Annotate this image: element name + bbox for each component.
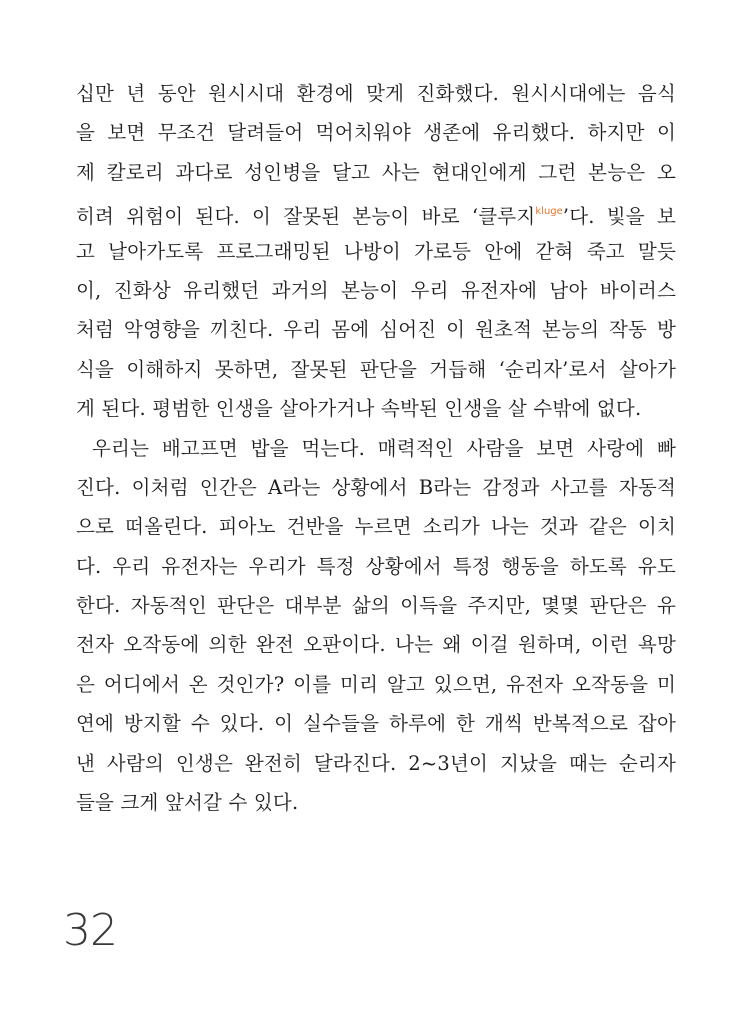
text-line: 한다. 자동적인 판단은 대부분 삶의 이득을 주지만, 몇몇 판단은 유 <box>76 594 676 618</box>
text-line: 낸 사람의 인생은 완전히 달라진다. 2~3년이 지났을 때는 순리자 <box>76 751 676 775</box>
text-line: 십만 년 동안 원시시대 환경에 맞게 진화했다. 원시시대에는 음식 <box>76 82 676 105</box>
body-text <box>76 74 676 822</box>
text-line: 고 날아가도록 프로그래밍된 나방이 가로등 안에 갇혀 죽고 말듯 <box>76 239 676 263</box>
text-line: 이, 진화상 유리했던 과거의 본능이 우리 유전자에 남아 바이러스 <box>76 278 676 302</box>
text-line: 처럼 악영향을 끼친다. 우리 몸에 심어진 이 원초적 본능의 작동 방 <box>76 318 676 342</box>
text-line: 진다. 이처럼 인간은 A라는 상황에서 B라는 감정과 사고를 자동적 <box>76 475 676 499</box>
text-line: 게 된다. 평범한 인생을 살아가거나 속박된 인생을 살 수밖에 없다. <box>76 397 642 421</box>
paragraph-2 <box>76 429 676 823</box>
page-number: 32 <box>63 905 117 956</box>
text-line: 은 어디에서 온 것인가? 이를 미리 알고 있으면, 유전자 오작동을 미 <box>76 672 676 696</box>
text-line: 식을 이해하지 못하면, 잘못된 판단을 거듭해 ‘순리자’로서 살아가 <box>76 357 676 381</box>
text-line <box>76 192 676 231</box>
text-line: 으로 떠올린다. 피아노 건반을 누르면 소리가 나는 것과 같은 이치 <box>76 515 676 539</box>
text-line: 들을 크게 앞서갈 수 있다. <box>76 791 299 815</box>
text-segment: 히려 위험이 된다. 이 잘못된 본능이 바로 ‘클루지 <box>76 205 536 229</box>
text-line: 을 보면 무조건 달려들어 먹어치워야 생존에 유리했다. 하지만 이 <box>76 121 676 145</box>
text-line: 전자 오작동에 의한 완전 오판이다. 나는 왜 이걸 원하며, 이런 욕망 <box>76 633 676 657</box>
text-line: 연에 방지할 수 있다. 이 실수들을 하루에 한 개씩 반복적으로 잡아 <box>76 712 676 736</box>
text-line: 우리는 배고프면 밥을 먹는다. 매력적인 사람을 보면 사랑에 빠 <box>92 436 676 460</box>
text-line: 다. 우리 유전자는 우리가 특정 상황에서 특정 행동을 하도록 유도 <box>76 554 676 578</box>
text-segment: ’다. 빛을 보 <box>562 205 676 229</box>
paragraph-1 <box>76 74 676 429</box>
kluge-annotation: kluge <box>535 206 563 218</box>
text-line: 제 칼로리 과다로 성인병을 달고 사는 현대인에게 그런 본능은 오 <box>76 160 676 184</box>
